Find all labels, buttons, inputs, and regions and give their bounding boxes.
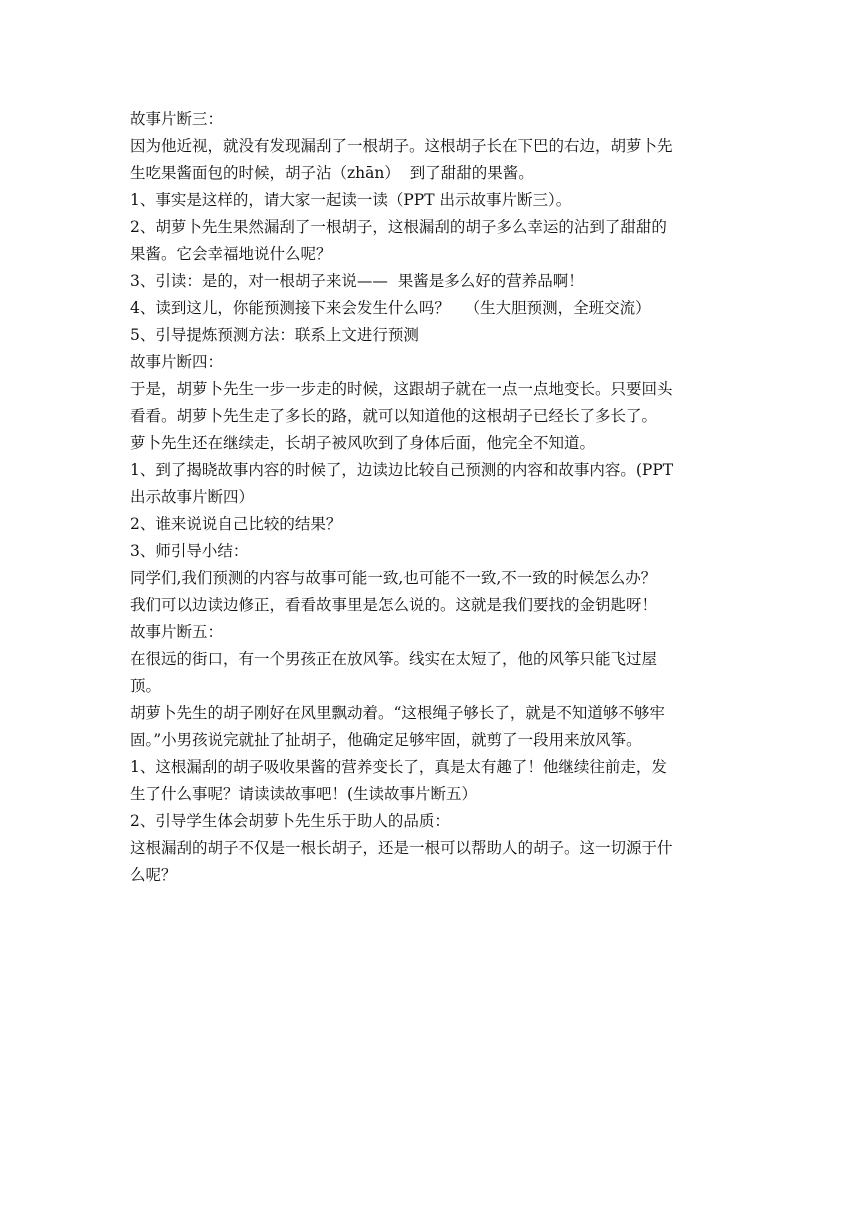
step-item: [130, 457, 740, 511]
text-line: 在很远的街口，有一个男孩正在放风筝。线实在太短了，他的风筝只能飞过屋: [130, 650, 658, 668]
text-line: 这根漏刮的胡子不仅是一根长胡子，还是一根可以帮助人的胡子。这一切源于什: [130, 839, 673, 857]
step-item: 2、引导学生体会胡萝卜先生乐于助人的品质：: [130, 812, 450, 830]
text-line: 固。”小男孩说完就扯了扯胡子，他确定足够牢固，就剪了一段用来放风筝。: [130, 731, 642, 749]
text-line: 同学们,我们预测的内容与故事可能一致,也可能不一致,不一致的时候怎么办？: [130, 569, 657, 587]
step-item: 5、引导提炼预测方法：联系上文进行预测: [130, 326, 419, 344]
section-heading-5: 故事片断五：: [130, 623, 224, 641]
summary-paragraph: [130, 565, 740, 619]
document-page: [130, 106, 740, 889]
step-item: 3、师引导小结：: [130, 542, 249, 560]
text-line: 胡萝卜先生的胡子刚好在风里飘动着。“这根绳子够长了，就是不知道够不够牢: [130, 704, 665, 722]
step-item: 1、事实是这样的，请大家一起读一读（PPT 出示故事片断三）。: [130, 191, 572, 209]
section-heading-3: 故事片断三：: [130, 110, 224, 128]
text-line: 出示故事片断四）: [130, 488, 255, 506]
story-excerpt-5: [130, 646, 740, 700]
text-line: 么呢？: [130, 866, 177, 884]
text-line: 1、这根漏刮的胡子吸收果酱的营养变长了，真是太有趣了！他继续往前走，发: [130, 758, 667, 776]
story-excerpt-4: [130, 376, 740, 457]
text-line: 顶。: [130, 677, 162, 695]
step-item: [130, 214, 740, 268]
text-line: 2、胡萝卜先生果然漏刮了一根胡子，这根漏刮的胡子多么幸运的沾到了甜甜的: [130, 218, 667, 236]
text-line: 果酱。它会幸福地说什么呢？: [130, 245, 332, 263]
step-item: 3、引读：是的，对一根胡子来说—— 果酱是多么好的营养品啊！: [130, 272, 584, 290]
step-item: 2、谁来说说自己比较的结果？: [130, 515, 342, 533]
story-excerpt-3: [130, 133, 740, 187]
story-excerpt-5-continued: [130, 700, 740, 754]
text-line: 因为他近视，就没有发现漏刮了一根胡子。这根胡子长在下巴的右边，胡萝卜先: [130, 137, 673, 155]
closing-paragraph: [130, 835, 740, 889]
section-heading-4: 故事片断四：: [130, 353, 224, 371]
text-line: 看看。胡萝卜先生走了多长的路，就可以知道他的这根胡子已经长了多长了。: [130, 407, 658, 425]
text-line: 于是，胡萝卜先生一步一步走的时候，这跟胡子就在一点一点地变长。只要回头: [130, 380, 673, 398]
step-item: 4、读到这儿，你能预测接下来会发生什么吗？ （生大胆预测，全班交流）: [130, 299, 651, 317]
text-line: 1、到了揭晓故事内容的时候了，边读边比较自己预测的内容和故事内容。(PPT: [130, 461, 674, 479]
text-line: 我们可以边读边修正，看看故事里是怎么说的。这就是我们要找的金钥匙呀！: [130, 596, 658, 614]
text-line: 生吃果酱面包的时候，胡子沾（zhān） 到了甜甜的果酱。: [130, 164, 534, 182]
text-line: 生了什么事呢？请读读故事吧！(生读故事片断五）: [130, 785, 478, 803]
step-item: [130, 754, 740, 808]
text-line: 萝卜先生还在继续走，长胡子被风吹到了身体后面，他完全不知道。: [130, 434, 596, 452]
